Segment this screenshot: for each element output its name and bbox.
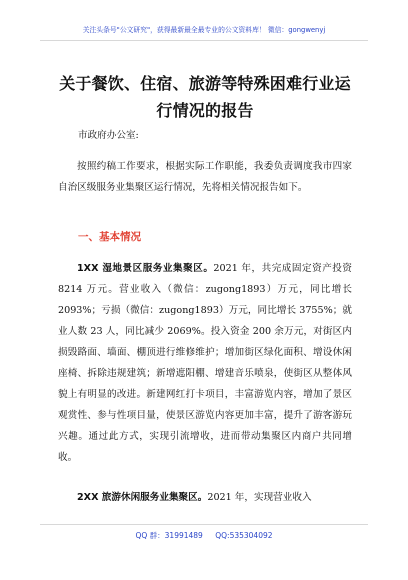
paragraph-item-2 bbox=[58, 487, 352, 508]
header-banner: 关注头条号"公文研究"，获得最新最全最专业的公文资料库！ 微信：gongwenyj bbox=[40, 20, 368, 41]
paragraph-item-1 bbox=[58, 258, 352, 468]
document-title: 关于餐饮、住宿、旅游等特殊困难行业运行情况的报告 bbox=[59, 74, 351, 120]
item-2-body: 2021 年，实现营业收入 bbox=[207, 492, 312, 503]
item-1-lead: 1XX 湿地景区服务业集聚区。 bbox=[77, 263, 214, 274]
item-1-body: 2021 年，共完成固定资产投资 8214 万元。营业收入（微信：zugong1893）万元，同比增长 2093%；亏损（微信：zugong1893）万元，同比增长 3755%；就业人数 23 人，同比减少 2069%。投入资金 200 余万元，对街区内损毁路面、墙面、棚顶进行维修维护；增加街区绿化面积、增设休闲座椅、拆除违规建筑；新增遮阳棚、增建音乐喷泉，使街区从整体风貌上有明显的改进。新建网红打卡项目，丰富游览内容，增加了景区观赏性、参与性项目量，使景区游览内容更加丰富，提升了游客游玩兴趣。通过此方式，实现引流增收，进而带动集聚区内商户共同增收。 bbox=[58, 263, 352, 463]
section-heading: 一、基本情况 bbox=[78, 231, 141, 243]
footer bbox=[40, 524, 368, 547]
addressee: 市政府办公室: bbox=[78, 130, 139, 141]
item-2-lead: 2XX 旅游休闲服务业集聚区。 bbox=[77, 492, 208, 503]
intro-paragraph: 按照约稿工作要求，根据实际工作职能，我委负责调度我市四家自治区级服务业集聚区运行情况，先将相关情况报告如下。 bbox=[58, 161, 352, 193]
footer-qq-group: QQ 群：31991489 bbox=[135, 531, 203, 540]
footer-qq: QQ:535304092 bbox=[215, 531, 273, 540]
